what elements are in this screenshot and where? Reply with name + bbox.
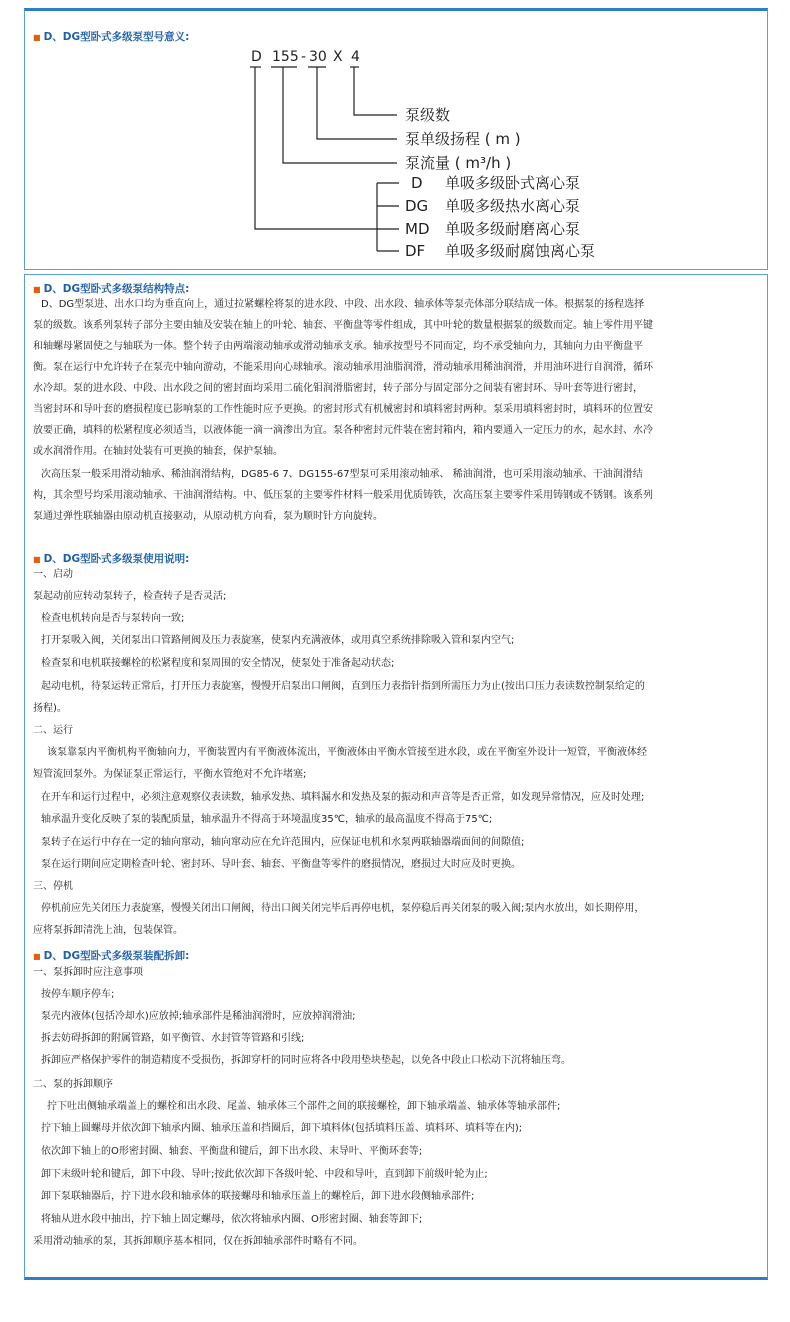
type-code-dg: DG: [405, 197, 429, 215]
code-flow: 155: [272, 49, 299, 65]
disassembly-line: 一、泵拆卸时应注意事项: [33, 967, 143, 978]
structure-line: 构，其余型号均采用滚动轴承、干油润滑结构。中、低压泵的主要零件材料一般采用优质铸铁，次高压泵主要零件采用铸钢或不锈钢。该系列: [33, 490, 653, 501]
label-head: 泵单级扬程 ( m ): [405, 130, 521, 148]
code-stages: 4: [351, 49, 360, 65]
type-desc-md: 单吸多级耐磨离心泵: [445, 220, 581, 238]
usage-line: 轴承温升变化反映了泵的装配质量，轴承温升不得高于环境温度35℃，轴承的最高温度不得高于75℃;: [41, 814, 493, 825]
structure-line: 和轴螺母紧固使之与轴联为一体。整个转子由两端滚动轴承或滑动轴承支承。轴承按型号不同而定，均不承受轴向力，其轴向力由平衡盘平: [33, 341, 643, 352]
disassembly-heading: ■ D、DG型卧式多级泵装配拆卸:: [33, 950, 190, 962]
bullet-icon: ■: [33, 33, 41, 42]
usage-line: 泵转子在运行中存在一定的轴向窜动，轴向窜动应在允许范围内，应保证电机和水泵两联轴器端面间的间隙值;: [41, 837, 525, 848]
code-times: X: [333, 49, 343, 65]
type-code-md: MD: [405, 220, 430, 238]
type-desc-dg: 单吸多级热水离心泵: [445, 197, 581, 215]
structure-line: D、DG型泵进、出水口均为垂直向上，通过拉紧螺栓将泵的进水段、中段、出水段、轴承体等泵壳体部分联结成一体。根据泵的扬程选择: [41, 299, 645, 310]
usage-line: 应将泵拆卸清洗上油，包装保管。: [33, 925, 183, 936]
usage-line: 泵起动前应转动泵转子，检查转子是否灵活;: [33, 591, 227, 602]
disassembly-line: 泵壳内液体(包括冷却水)应放掉;轴承部件是稀油润滑时，应放掉润滑油;: [41, 1011, 356, 1022]
disassembly-line: 采用滑动轴承的泵，其拆卸顺序基本相同，仅在拆卸轴承部件时略有不同。: [33, 1236, 363, 1247]
usage-line: 短管流回泵外。为保证泵正常运行，平衡水管绝对不允许堵塞;: [33, 769, 307, 780]
structure-line: 水冷却。泵的进水段、中段、出水段之间的密封面均采用二硫化钼润滑脂密封，转子部分与固定部分之间装有密封环、导叶套等进行密封，: [33, 383, 643, 394]
structure-line: 当密封环和导叶套的磨损程度已影响泵的工作性能时应予更换。的密封形式有机械密封和填料密封两种。泵采用填料密封时，填料环的位置安: [33, 404, 653, 415]
type-desc-d: 单吸多级卧式离心泵: [445, 174, 581, 192]
disassembly-line: 拆去妨碍拆卸的附属管路，如平衡管、水封管等管路和引线;: [41, 1033, 305, 1044]
model-code-diagram: [25, 11, 769, 273]
code-dash: -: [301, 49, 307, 65]
structure-line: 衡。泵在运行中允许转子在泵壳中轴向游动，不能采用向心球轴承。滚动轴承用油脂润滑，滑动轴承用稀油润滑，并用油环进行自润滑，循环: [33, 362, 653, 373]
structure-line: 或水润滑作用。在轴封处装有可更换的轴套，保护泵轴。: [33, 446, 283, 457]
bullet-icon: ■: [33, 952, 41, 961]
usage-line: 在开车和运行过程中，必须注意观察仪表读数，轴承发热、填料漏水和发热及泵的振动和声音等是否正常，如发现异常情况，应及时处理;: [41, 792, 645, 803]
disassembly-line: 二、泵的拆卸顺序: [33, 1079, 113, 1090]
label-stages: 泵级数: [405, 106, 451, 124]
structure-line: 次高压泵一般采用滑动轴承、稀油润滑结构，DG85-6 7、DG155-67型泵可采用滚动轴承、 稀油润滑，也可采用滚动轴承、干油润滑结: [41, 469, 643, 480]
structure-line: 泵通过弹性联轴器由原动机直接驱动，从原动机方向看，泵为顺时针方向旋转。: [33, 511, 383, 522]
disassembly-line: 按停车顺序停车;: [41, 989, 115, 1000]
structure-heading: ■ D、DG型卧式多级泵结构特点:: [33, 283, 190, 295]
type-code-df: DF: [405, 242, 426, 260]
leader-type: [255, 67, 377, 229]
usage-line: 停机前应先关闭压力表旋塞，慢慢关闭出口闸阀，待出口阀关闭完毕后再停电机，泵停稳后再关闭泵的吸入阀;泵内水放出，如长期停用，: [41, 903, 645, 914]
structure-line: 放要正确，填料的松紧程度必须适当，以液体能一滴一滴渗出为宜。泵各种密封元件装在密封箱内，箱内要通入一定压力的水，起水封、水冷: [33, 425, 653, 436]
model-heading: ■ D、DG型卧式多级泵型号意义:: [33, 31, 190, 43]
usage-line: 泵在运行期间应定期检查叶轮、密封环、导叶套、轴套、平衡盘等零件的磨损情况，磨损过大时应及时更换。: [41, 859, 521, 870]
disassembly-line: 将轴从进水段中抽出，拧下轴上固定螺母，依次将轴承内圈、O形密封圈、轴套等卸下;: [41, 1214, 423, 1225]
disassembly-line: 卸下泵联轴器后，拧下进水段和轴承体的联接螺母和轴承压盖上的螺栓后，卸下进水段侧轴承部件;: [41, 1191, 475, 1202]
model-panel: [24, 8, 768, 270]
code-prefix: D: [251, 49, 262, 65]
type-code-d: D: [411, 174, 423, 192]
usage-line: 起动电机，待泵运转正常后，打开压力表旋塞，慢慢开启泵出口闸阀，直到压力表指针指到所需压力为止(按出口压力表读数控制泵给定的: [41, 681, 645, 692]
label-flow: 泵流量 ( m³/h ): [405, 154, 512, 172]
usage-line: 二、运行: [33, 725, 73, 736]
type-desc-df: 单吸多级耐腐蚀离心泵: [445, 242, 596, 260]
leader-stages: [354, 67, 397, 115]
disassembly-line: 拆卸应严格保护零件的制造精度不受损伤，拆卸穿杆的同时应将各中段用垫块垫起，以免各中段止口松动下沉将轴压弯。: [41, 1055, 571, 1066]
disassembly-line: 卸下末级叶轮和键后，卸下中段、导叶;按此依次卸下各级叶轮、中段和导叶，直到卸下前级叶轮为止;: [41, 1169, 488, 1180]
bullet-icon: ■: [33, 555, 41, 564]
usage-line: 该泵靠泵内平衡机构平衡轴向力，平衡装置内有平衡液体流出，平衡液体由平衡水管接至进水段，或在平衡室外设计一短管，平衡液体经: [47, 747, 647, 758]
leader-head: [317, 67, 397, 139]
usage-line: 检查泵和电机联接螺栓的松紧程度和泵周围的安全情况，使泵处于准备起动状态;: [41, 658, 395, 669]
usage-line: 扬程)。: [33, 703, 67, 714]
usage-line: 检查电机转向是否与泵转向一致;: [41, 613, 185, 624]
disassembly-line: 拧下吐出侧轴承端盖上的螺栓和出水段、尾盖、轴承体三个部件之间的联接螺栓，卸下轴承端盖、轴承体等轴承部件;: [47, 1101, 561, 1112]
usage-heading: ■ D、DG型卧式多级泵使用说明:: [33, 553, 190, 565]
usage-line: 一、启动: [33, 569, 73, 580]
usage-line: 打开泵吸入阀，关闭泵出口管路闸阀及压力表旋塞，使泵内充满液体，或用真空系统排除吸入管和泵内空气;: [41, 635, 515, 646]
structure-line: 泵的级数。该系列泵转子部分主要由轴及安装在轴上的叶轮、轴套、平衡盘等零件组成，其中叶轮的数量根据泵的级数而定。轴上零件用平键: [33, 320, 653, 331]
details-panel: [24, 274, 768, 1280]
bullet-icon: ■: [33, 285, 41, 294]
disassembly-line: 拧下轴上圆螺母并依次卸下轴承内圈、轴承压盖和挡圈后，卸下填料体(包括填料压盖、填料环、填料等在内);: [41, 1123, 523, 1134]
disassembly-line: 依次卸下轴上的O形密封圈、轴套、平衡盘和键后，卸下出水段、末导叶、平衡环套等;: [41, 1146, 423, 1157]
code-head: 30: [309, 49, 327, 65]
usage-line: 三、停机: [33, 881, 73, 892]
